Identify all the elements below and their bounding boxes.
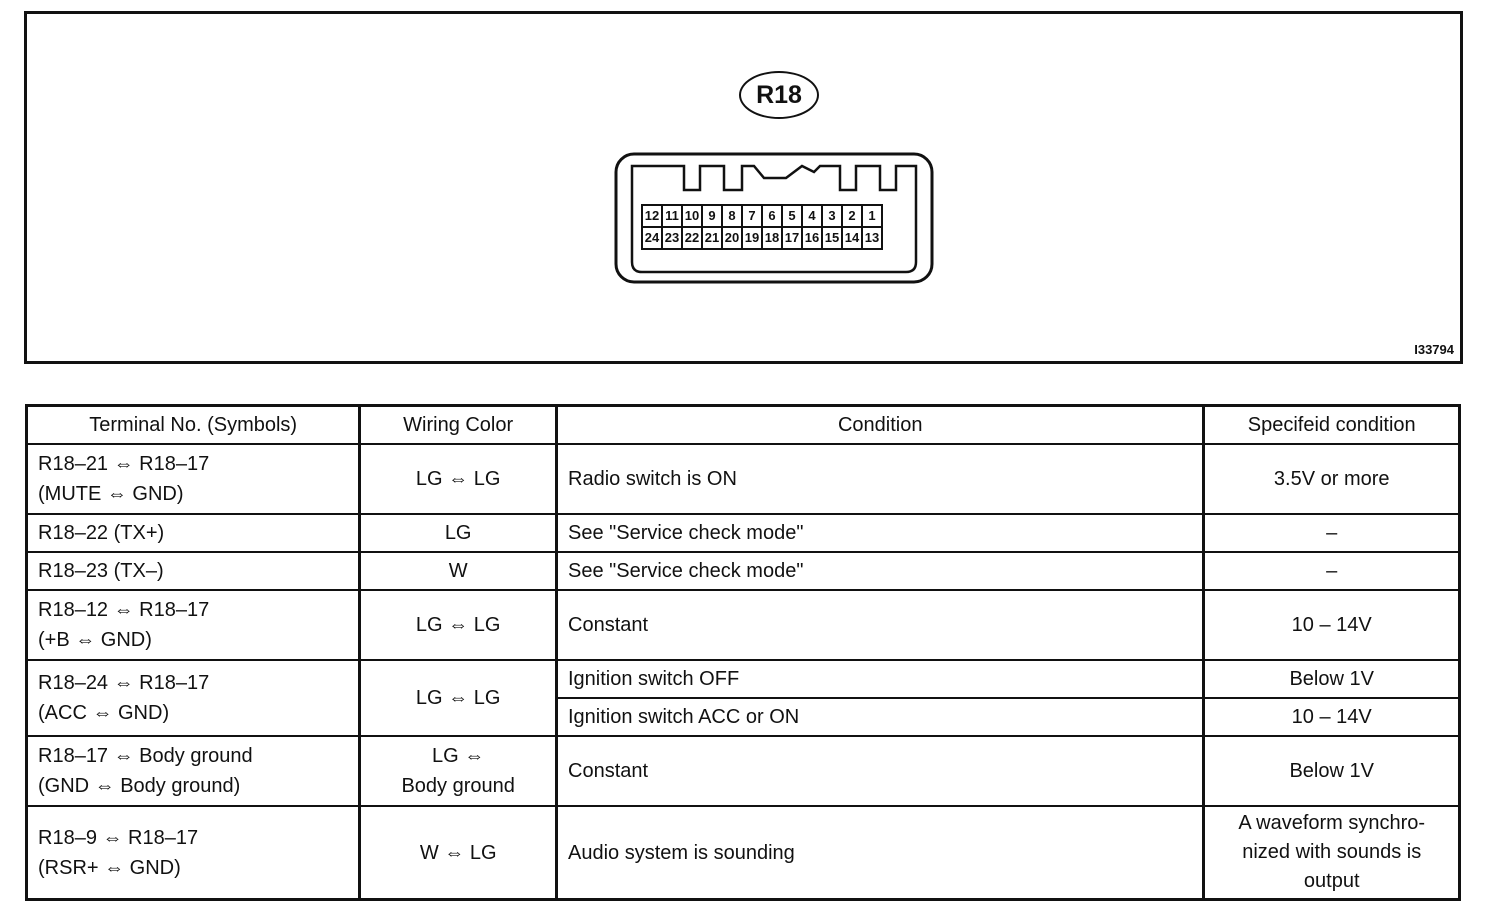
- wiring-color-cell: LG ⇔ LG: [360, 590, 557, 660]
- pin-row-bottom: [642, 227, 882, 249]
- connector-label: R18: [739, 71, 819, 119]
- wiring-color-cell: LG ⇔ Body ground: [360, 736, 557, 806]
- pin-cell: 11: [662, 205, 682, 227]
- pin-cell: 20: [722, 227, 742, 249]
- pin-cell: 14: [842, 227, 862, 249]
- condition-cell: Constant: [557, 736, 1204, 806]
- pin-cell: 19: [742, 227, 762, 249]
- pin-cell: 2: [842, 205, 862, 227]
- terminal-cell: R18–24 ⇔ R18–17 (ACC ⇔ GND): [27, 660, 360, 736]
- connector-diagram: [24, 11, 1463, 364]
- table-row: [27, 552, 1460, 590]
- pin-cell: 4: [802, 205, 822, 227]
- pin-cell: 12: [642, 205, 662, 227]
- terminal-cell: R18–22 (TX+): [27, 514, 360, 552]
- table-row: [27, 514, 1460, 552]
- table-row: [27, 736, 1460, 806]
- pin-cell: 8: [722, 205, 742, 227]
- condition-cell: Ignition switch ACC or ON: [557, 698, 1204, 736]
- pin-cell: 22: [682, 227, 702, 249]
- wiring-color-cell: W ⇔ LG: [360, 806, 557, 900]
- header-wiring-color: Wiring Color: [360, 406, 557, 445]
- condition-cell: Constant: [557, 590, 1204, 660]
- pin-cell: 15: [822, 227, 842, 249]
- table-row: [27, 590, 1460, 660]
- condition-cell: Ignition switch OFF: [557, 660, 1204, 698]
- pin-cell: 23: [662, 227, 682, 249]
- pin-cell: 24: [642, 227, 662, 249]
- pin-cell: 9: [702, 205, 722, 227]
- header-terminal: Terminal No. (Symbols): [27, 406, 360, 445]
- spec-cell: –: [1204, 514, 1460, 552]
- condition-cell: Radio switch is ON: [557, 444, 1204, 514]
- pin-cell: 7: [742, 205, 762, 227]
- image-id: I33794: [1414, 342, 1454, 357]
- wiring-color-cell: LG ⇔ LG: [360, 660, 557, 736]
- condition-cell: See "Service check mode": [557, 552, 1204, 590]
- spec-cell: 10 – 14V: [1204, 698, 1460, 736]
- header-condition: Condition: [557, 406, 1204, 445]
- terminal-cell: R18–9 ⇔ R18–17 (RSR+ ⇔ GND): [27, 806, 360, 900]
- pin-cell: 3: [822, 205, 842, 227]
- table-row: [27, 660, 1460, 698]
- pin-cell: 6: [762, 205, 782, 227]
- pin-cell: 13: [862, 227, 882, 249]
- spec-cell: 10 – 14V: [1204, 590, 1460, 660]
- pin-cell: 1: [862, 205, 882, 227]
- table-row: [27, 806, 1460, 900]
- terminal-cell: R18–17 ⇔ Body ground (GND ⇔ Body ground): [27, 736, 360, 806]
- terminal-table: [25, 404, 1461, 901]
- wiring-color-cell: LG ⇔ LG: [360, 444, 557, 514]
- pin-cell: 5: [782, 205, 802, 227]
- table-header-row: [27, 406, 1460, 445]
- connector-pin-grid: [641, 204, 883, 250]
- pin-cell: 10: [682, 205, 702, 227]
- pin-cell: 17: [782, 227, 802, 249]
- terminal-cell: R18–12 ⇔ R18–17 (+B ⇔ GND): [27, 590, 360, 660]
- spec-cell: A waveform synchro- nized with sounds is output: [1204, 806, 1460, 900]
- spec-cell: Below 1V: [1204, 660, 1460, 698]
- spec-cell: Below 1V: [1204, 736, 1460, 806]
- wiring-color-cell: LG: [360, 514, 557, 552]
- pin-cell: 21: [702, 227, 722, 249]
- condition-cell: Audio system is sounding: [557, 806, 1204, 900]
- pin-cell: 18: [762, 227, 782, 249]
- header-specified-condition: Specifeid condition: [1204, 406, 1460, 445]
- terminal-cell: R18–23 (TX–): [27, 552, 360, 590]
- terminal-cell: R18–21 ⇔ R18–17 (MUTE ⇔ GND): [27, 444, 360, 514]
- table-row: [27, 444, 1460, 514]
- pin-cell: 16: [802, 227, 822, 249]
- spec-cell: –: [1204, 552, 1460, 590]
- wiring-color-cell: W: [360, 552, 557, 590]
- spec-cell: 3.5V or more: [1204, 444, 1460, 514]
- condition-cell: See "Service check mode": [557, 514, 1204, 552]
- pin-row-top: [642, 205, 882, 227]
